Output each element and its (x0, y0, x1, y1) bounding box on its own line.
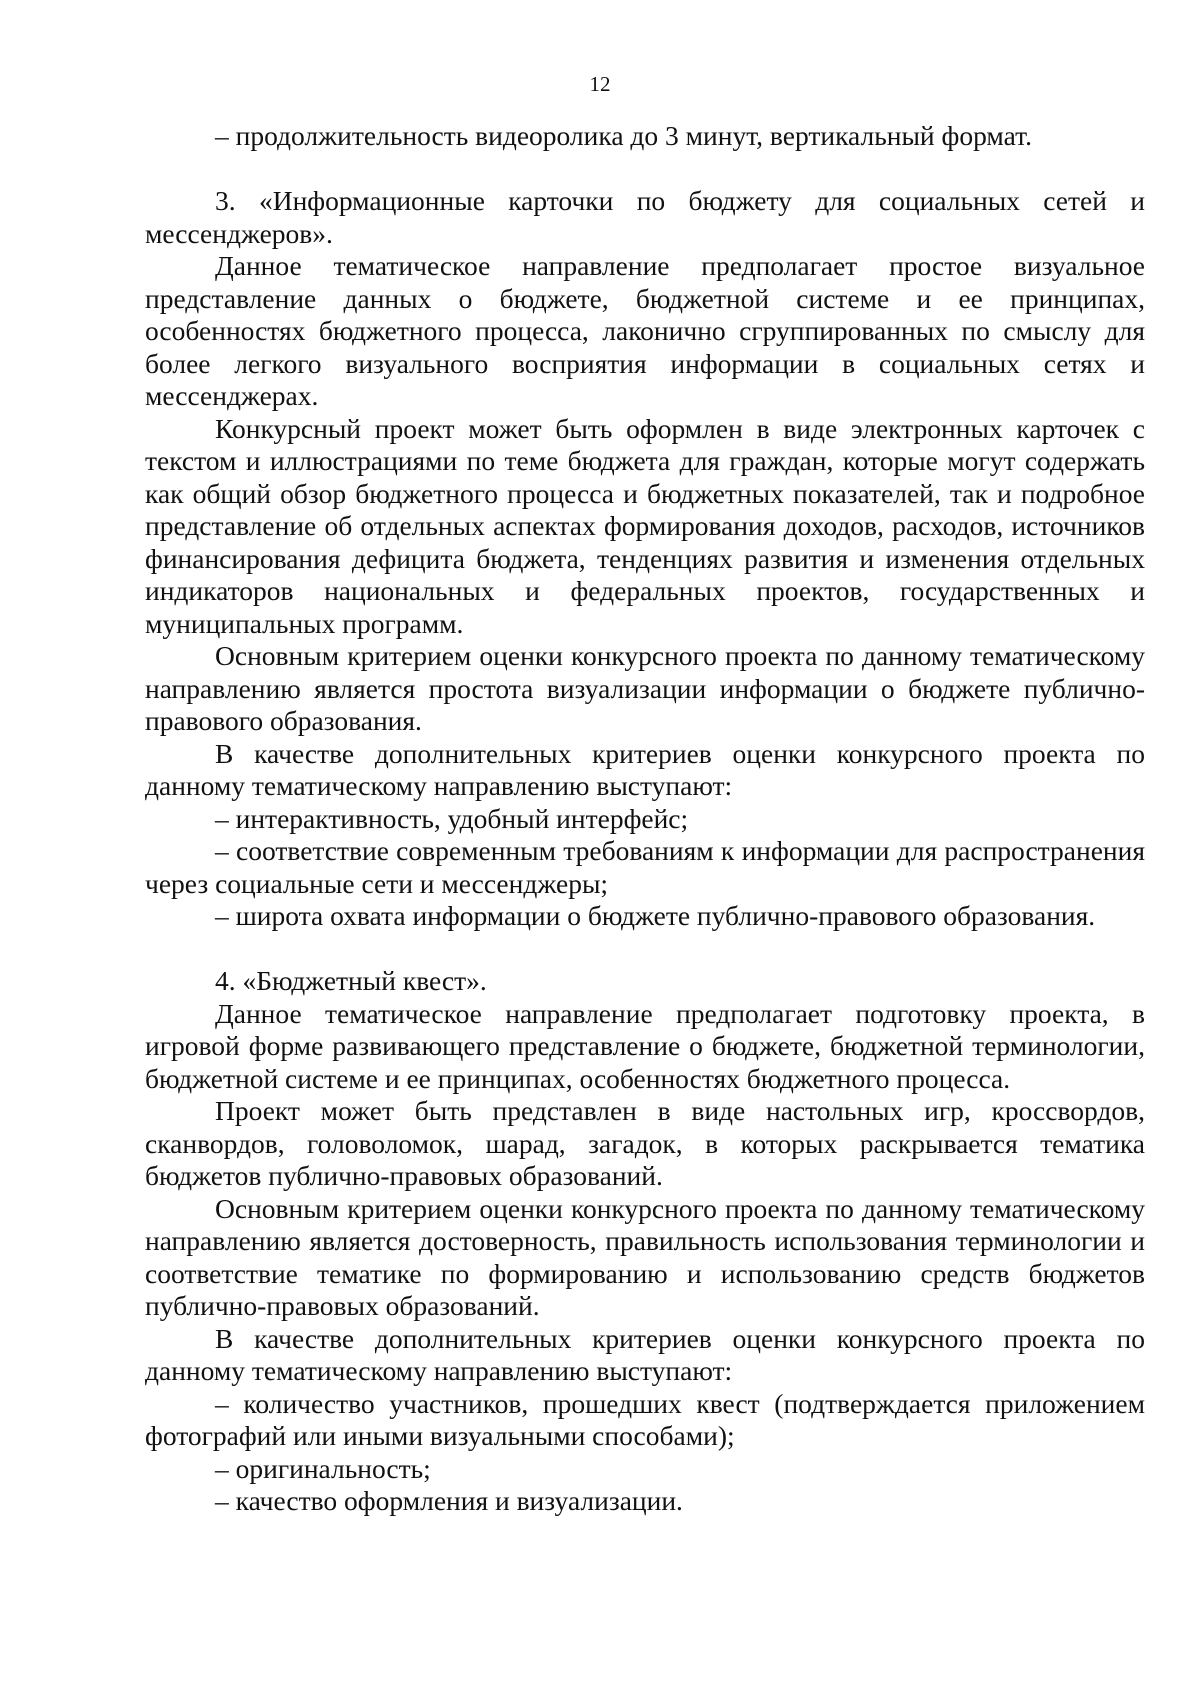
section-3-paragraph: Данное тематическое направление предполагает простое визуальное представление данных о бюджете, бюджетной системе и ее принципах, особенностях бюджетного процесса, лаконично сгруппированных по смыслу для более легкого визуального восприятия информации в социальных сетях и мессенджерах. (145, 250, 1145, 411)
section-4-list-item: – оригинальность; (215, 1452, 431, 1484)
section-4-paragraph: В качестве дополнительных критериев оценки конкурсного проекта по данному тематическому направлению выступают: (145, 1322, 1145, 1386)
section-4-paragraph: Основным критерием оценки конкурсного проекта по данному тематическому направлению является достоверность, правильность использования терминологии и соответствие тематике по формированию и использованию средств бюджетов публично-правовых образований. (145, 1192, 1145, 1321)
section-3-paragraph: Основным критерием оценки конкурсного проекта по данному тематическому направлению является простота визуализации информации о бюджете публично-правового образования. (145, 640, 1145, 736)
section-4-paragraph: Данное тематическое направление предполагает подготовку проекта, в игровой форме развивающего представление о бюджете, бюджетной терминологии, бюджетной системе и ее принципах, особенностях бюджетного процесса. (145, 997, 1145, 1094)
section-3-heading: 3. «Информационные карточки по бюджету для социальных сетей и мессенджеров». (145, 185, 1145, 249)
page-number: 12 (589, 72, 611, 96)
section-4-list-item: – качество оформления и визуализации. (215, 1485, 683, 1516)
section-4-heading: 4. «Бюджетный квест». (215, 965, 487, 996)
section-3-list-item: – интерактивность, удобный интерфейс; (215, 802, 689, 834)
section-3-list-item: – соответствие современным требованиям к информации для распространения через социальные сети и мессенджеры; (145, 835, 1145, 899)
section-4-list-item: – количество участников, прошедших квест (подтверждается приложением фотографий или иными визуальными способами); (145, 1387, 1145, 1451)
section-4-paragraph: Проект может быть представлен в виде настольных игр, кроссвордов, сканвордов, головоломок, шарад, загадок, в которых раскрывается тематика бюджетов публично-правовых образований. (145, 1095, 1145, 1191)
section-3-paragraph: В качестве дополнительных критериев оценки конкурсного проекта по данному тематическому направлению выступают: (145, 737, 1145, 801)
document-body (145, 120, 1145, 1518)
spacer (145, 153, 1145, 186)
section-3-paragraph: Конкурсный проект может быть оформлен в виде электронных карточек с текстом и иллюстрациями по теме бюджета для граждан, которые могут содержать как общий обзор бюджетного процесса и бюджетных показателей, так и подробное представление об отдельных аспектах формирования доходов, расходов, источников финансирования дефицита бюджета, тенденциях развития и изменения отдельных индикаторов национальных и федеральных проектов, государственных и муниципальных программ. (145, 412, 1145, 639)
spacer (145, 933, 1145, 966)
section-3-list-item: – широта охвата информации о бюджете публично-правового образования. (215, 900, 1096, 931)
paragraph-video-duration: – продолжительность видеоролика до 3 минут, вертикальный формат. (215, 120, 1032, 151)
